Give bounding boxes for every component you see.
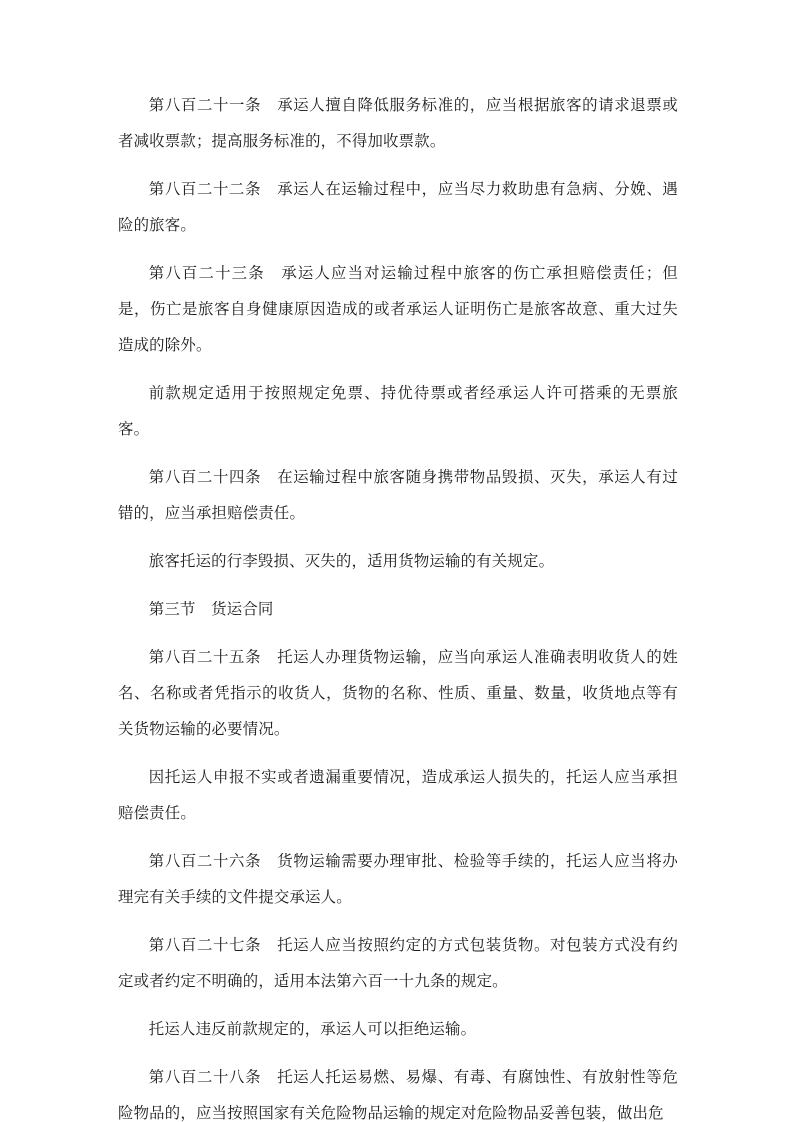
paragraph-article-821: 第八百二十一条 承运人擅自降低服务标准的，应当根据旅客的请求退票或者减收票款；提高服务标准的，不得加收票款。: [118, 97, 678, 150]
paragraph-article-824-para2: 旅客托运的行李毁损、灭失的，适用货物运输的有关规定。: [148, 553, 555, 570]
document-body: [118, 88, 678, 1122]
section-heading-3: 第三节 货运合同: [148, 601, 274, 618]
paragraph-article-826: 第八百二十六条 货物运输需要办理审批、检验等手续的，托运人应当将办理完有关手续的文件提交承运人。: [118, 853, 678, 906]
paragraph-article-823-para2: 前款规定适用于按照规定免票、持优待票或者经承运人许可搭乘的无票旅客。: [118, 385, 678, 438]
paragraph-article-825: 第八百二十五条 托运人办理货物运输，应当向承运人准确表明收货人的姓名、名称或者凭指示的收货人，货物的名称、性质、重量、数量，收货地点等有关货物运输的必要情况。: [118, 649, 678, 738]
paragraph-article-827-para2: 托运人违反前款规定的，承运人可以拒绝运输。: [148, 1021, 477, 1038]
paragraph-article-827: 第八百二十七条 托运人应当按照约定的方式包装货物。对包装方式没有约定或者约定不明确的，适用本法第六百一十九条的规定。: [118, 937, 678, 990]
paragraph-article-824: 第八百二十四条 在运输过程中旅客随身携带物品毁损、灭失，承运人有过错的，应当承担赔偿责任。: [118, 469, 678, 522]
paragraph-article-825-para2: 因托运人申报不实或者遗漏重要情况，造成承运人损失的，托运人应当承担赔偿责任。: [118, 769, 678, 822]
paragraph-article-828: 第八百二十八条 托运人托运易燃、易爆、有毒、有腐蚀性、有放射性等危险物品的，应当按照国家有关危险物品运输的规定对危险物品妥善包装，做出危: [118, 1069, 678, 1122]
paragraph-article-822: 第八百二十二条 承运人在运输过程中，应当尽力救助患有急病、分娩、遇险的旅客。: [118, 181, 678, 234]
paragraph-article-823: 第八百二十三条 承运人应当对运输过程中旅客的伤亡承担赔偿责任；但是，伤亡是旅客自身健康原因造成的或者承运人证明伤亡是旅客故意、重大过失造成的除外。: [118, 265, 678, 354]
